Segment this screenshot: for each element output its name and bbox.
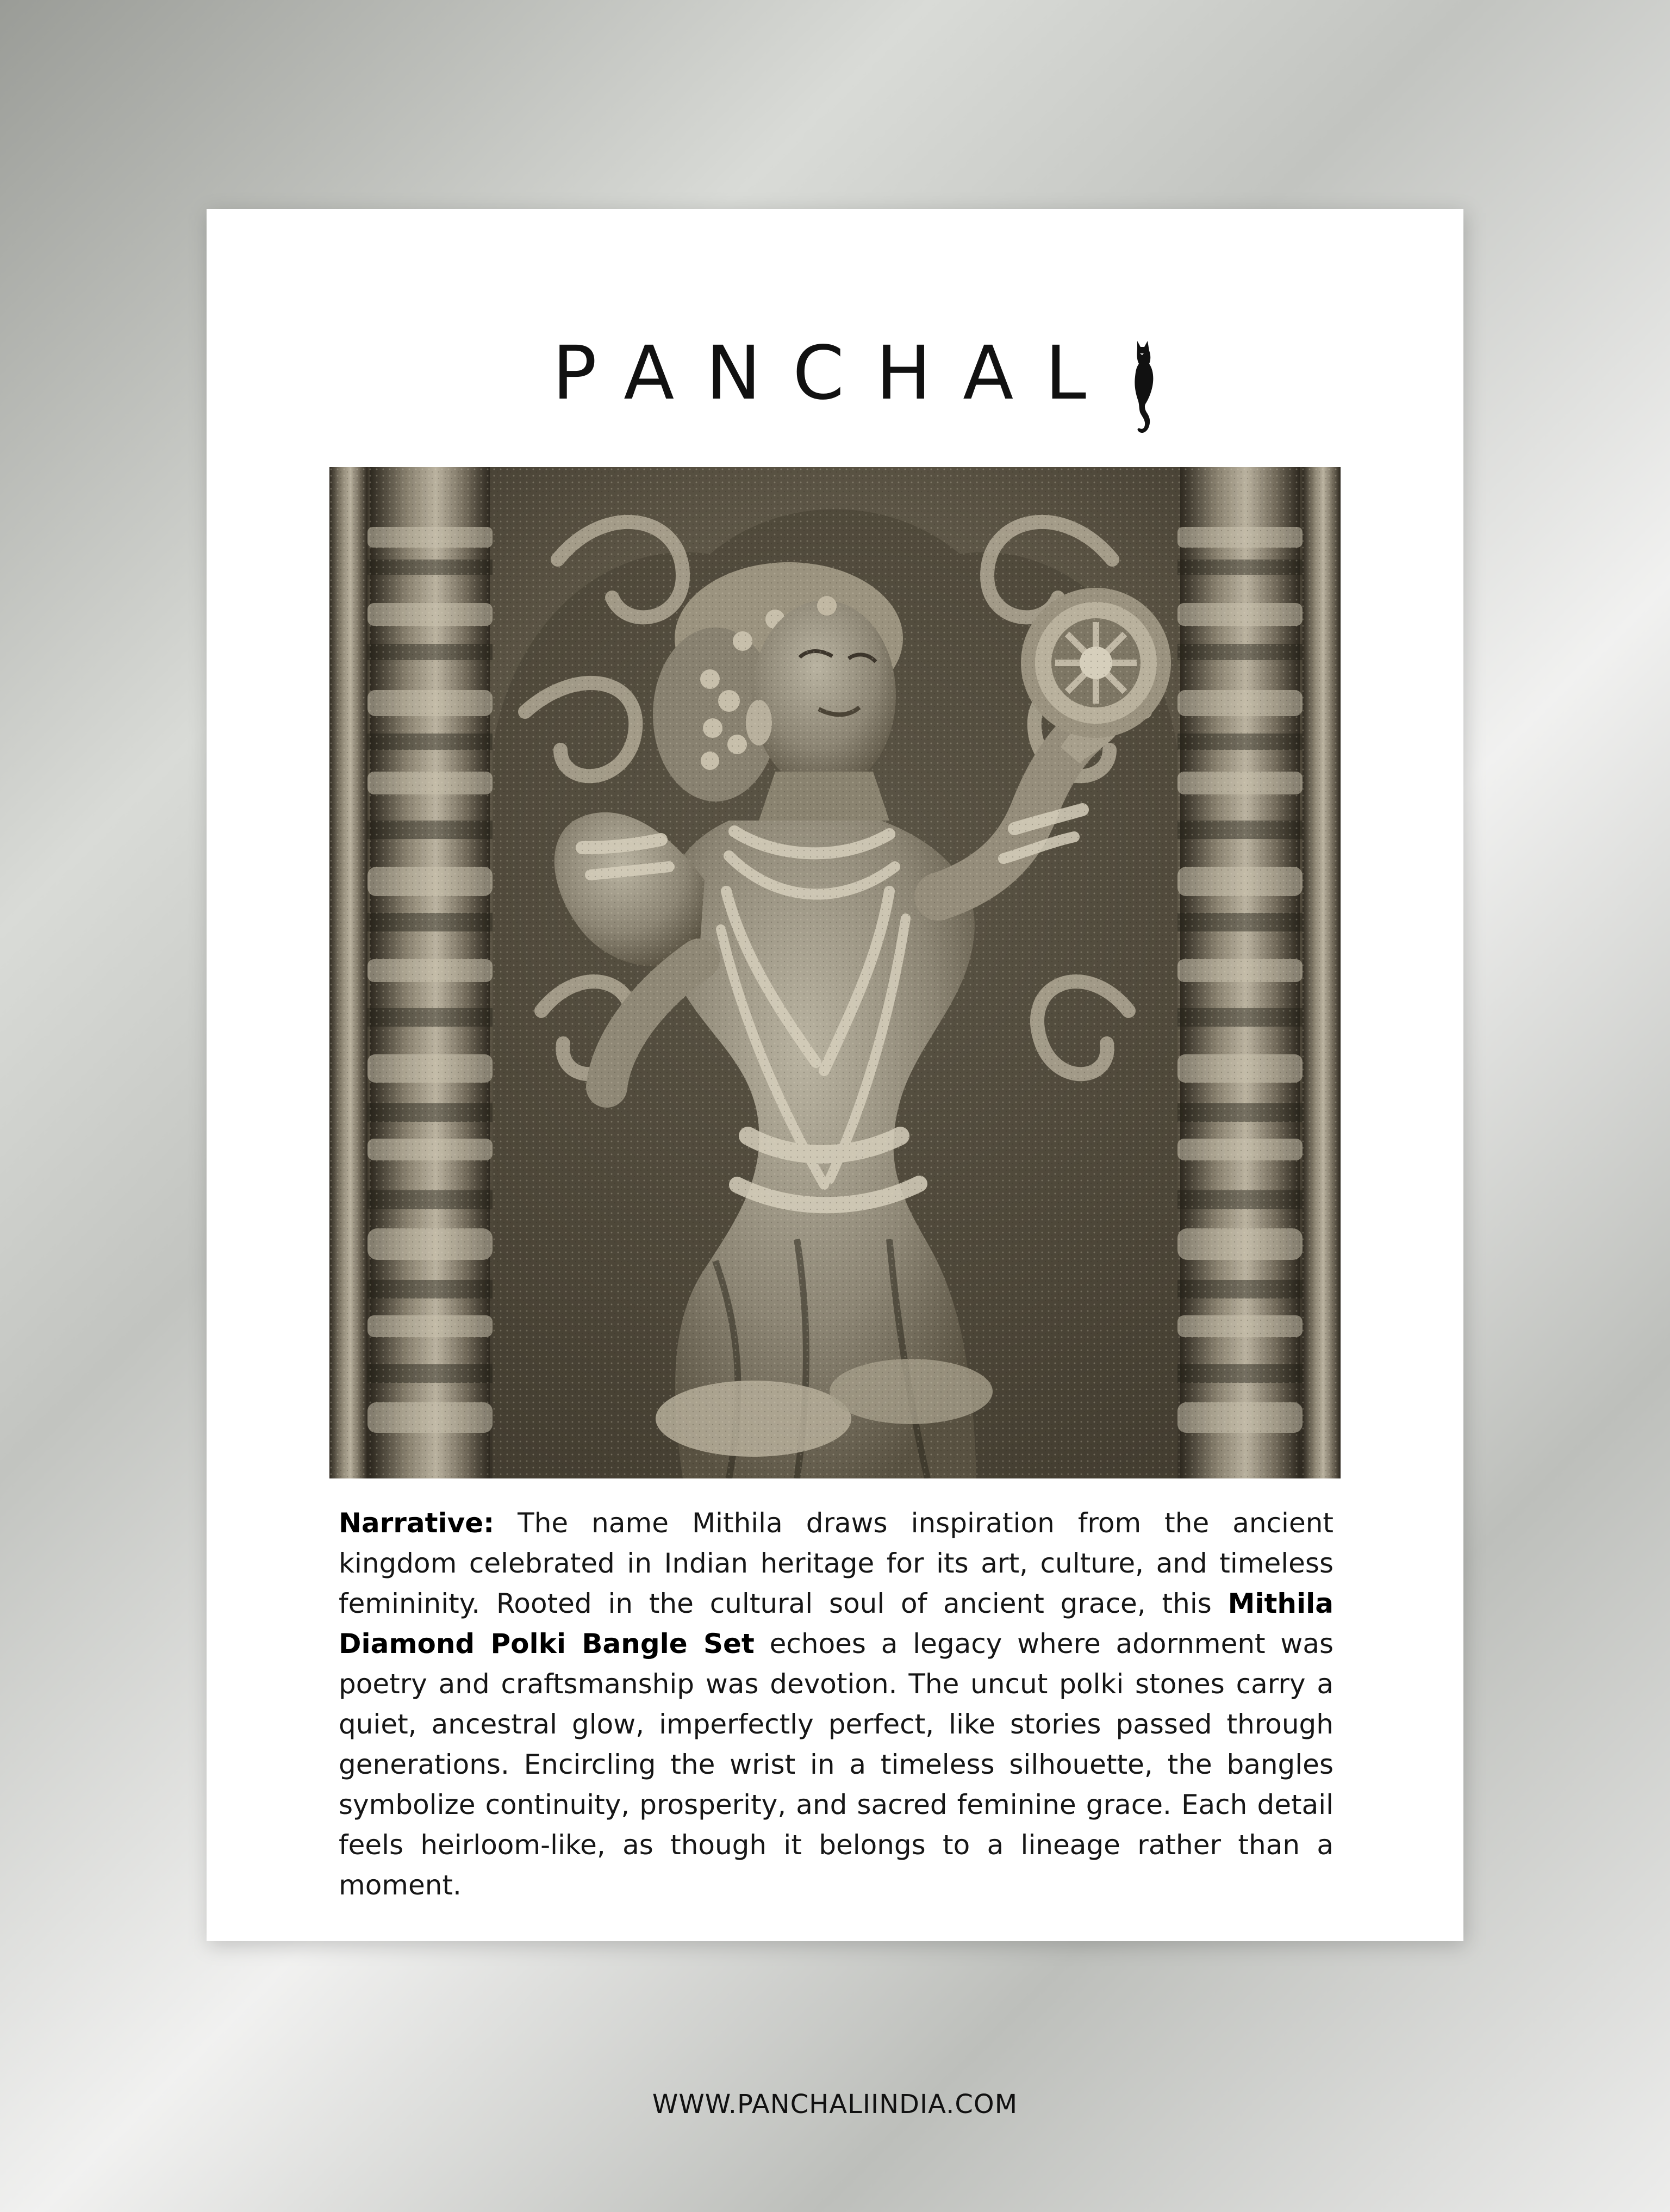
website-url[interactable]: WWW.PANCHALIINDIA.COM	[652, 2089, 1018, 2120]
cat-silhouette-i-icon	[1128, 337, 1161, 439]
brand-wordmark: PANCHAL	[552, 331, 1118, 417]
brand-page-card	[207, 209, 1463, 1941]
brand-header	[207, 331, 1463, 445]
narrative-text-part-1: The name Mithila draws inspiration from the ancient kingdom celebrated in Indian heritage for its art, culture, and timeless femininity. Rooted in the cultural soul of ancient grace, this	[339, 1507, 1333, 1619]
hero-carved-stone-image	[329, 467, 1341, 1478]
narrative-label: Narrative:	[339, 1507, 495, 1539]
narrative-paragraph	[339, 1503, 1333, 1905]
stone-relief-illustration	[329, 467, 1341, 1478]
narrative-text-part-2: echoes a legacy where adornment was poetry and craftsmanship was devotion. The uncut polki stones carry a quiet, ancestral glow, imperfectly perfect, like stories passed through generations. Encircling the wrist in a timeless silhouette, the bangles symbolize continuity, prosperity, and sacred feminine grace. Each detail feels heirloom-like, as though it belongs to a lineage rather than a moment.	[339, 1628, 1334, 1901]
product-name: Mithila Diamond Polki Bangle Set	[339, 1588, 1333, 1660]
